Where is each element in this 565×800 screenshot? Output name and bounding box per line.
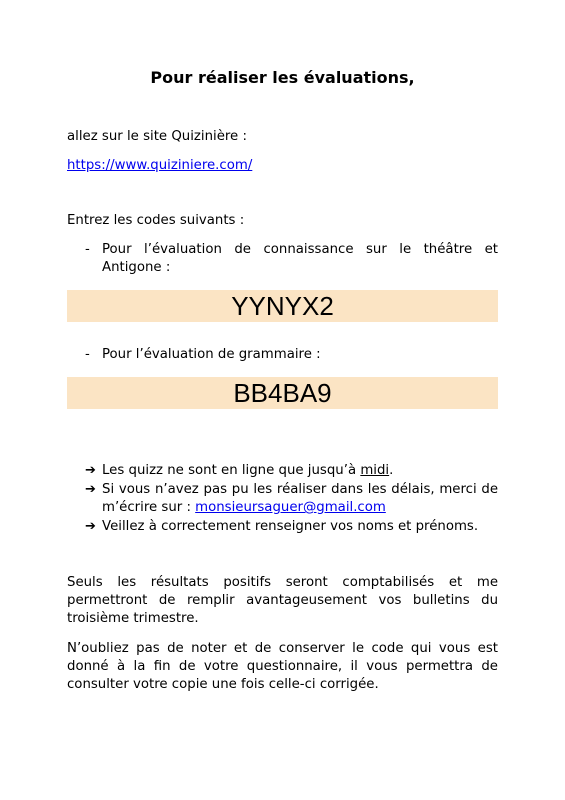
url-line <box>67 157 252 175</box>
site-instruction: allez sur le site Quizinière : <box>67 129 247 144</box>
dash-marker: - <box>85 242 90 257</box>
code-box-theatre: YYNYX2 <box>67 290 498 322</box>
results-paragraph: Seuls les résultats positifs seront comptabilisés et me permettront de remplir avantageusement vos bulletins du troisième trimestre. <box>67 575 498 626</box>
email-link[interactable]: monsieursaguer@gmail.com <box>195 500 386 515</box>
deadline-emphasis: midi <box>360 463 390 478</box>
evaluation-label-grammar: Pour l’évaluation de grammaire : <box>102 347 321 362</box>
quiziniere-link[interactable]: https://www.quiziniere.com/ <box>67 158 253 173</box>
contact-text: Si vous n’avez pas pu les réaliser dans les délais, merci de m’écrire sur : <box>102 482 498 515</box>
dash-marker: - <box>85 347 90 362</box>
arrow-right-icon: ➔ <box>85 519 96 534</box>
note-text-contact <box>102 481 498 517</box>
note-text-names: Veillez à correctement renseigner vos noms et prénoms. <box>102 519 479 534</box>
deadline-suffix: . <box>389 463 394 478</box>
arrow-right-icon: ➔ <box>85 482 96 497</box>
deadline-prefix: Les quizz ne sont en ligne que jusqu’à <box>102 463 361 478</box>
note-item-names <box>85 518 498 536</box>
note-item-contact <box>85 481 498 517</box>
evaluation-item-theatre <box>85 241 498 277</box>
code-box-grammar: BB4BA9 <box>67 377 498 409</box>
code-reminder-paragraph: N’oubliez pas de noter et de conserver le code qui vous est donné à la fin de votre questionnaire, il vous permettra de consulter votre copie une fois celle-ci corrigée. <box>67 641 498 692</box>
arrow-right-icon: ➔ <box>85 463 96 478</box>
note-text-deadline <box>102 462 498 480</box>
codes-instruction: Entrez les codes suivants : <box>67 213 245 228</box>
page-title: Pour réaliser les évaluations, <box>150 68 415 87</box>
evaluation-label-theatre: Pour l’évaluation de connaissance sur le théâtre et Antigone : <box>102 242 498 275</box>
note-item-deadline <box>85 462 498 480</box>
evaluation-item-grammar <box>85 346 498 364</box>
